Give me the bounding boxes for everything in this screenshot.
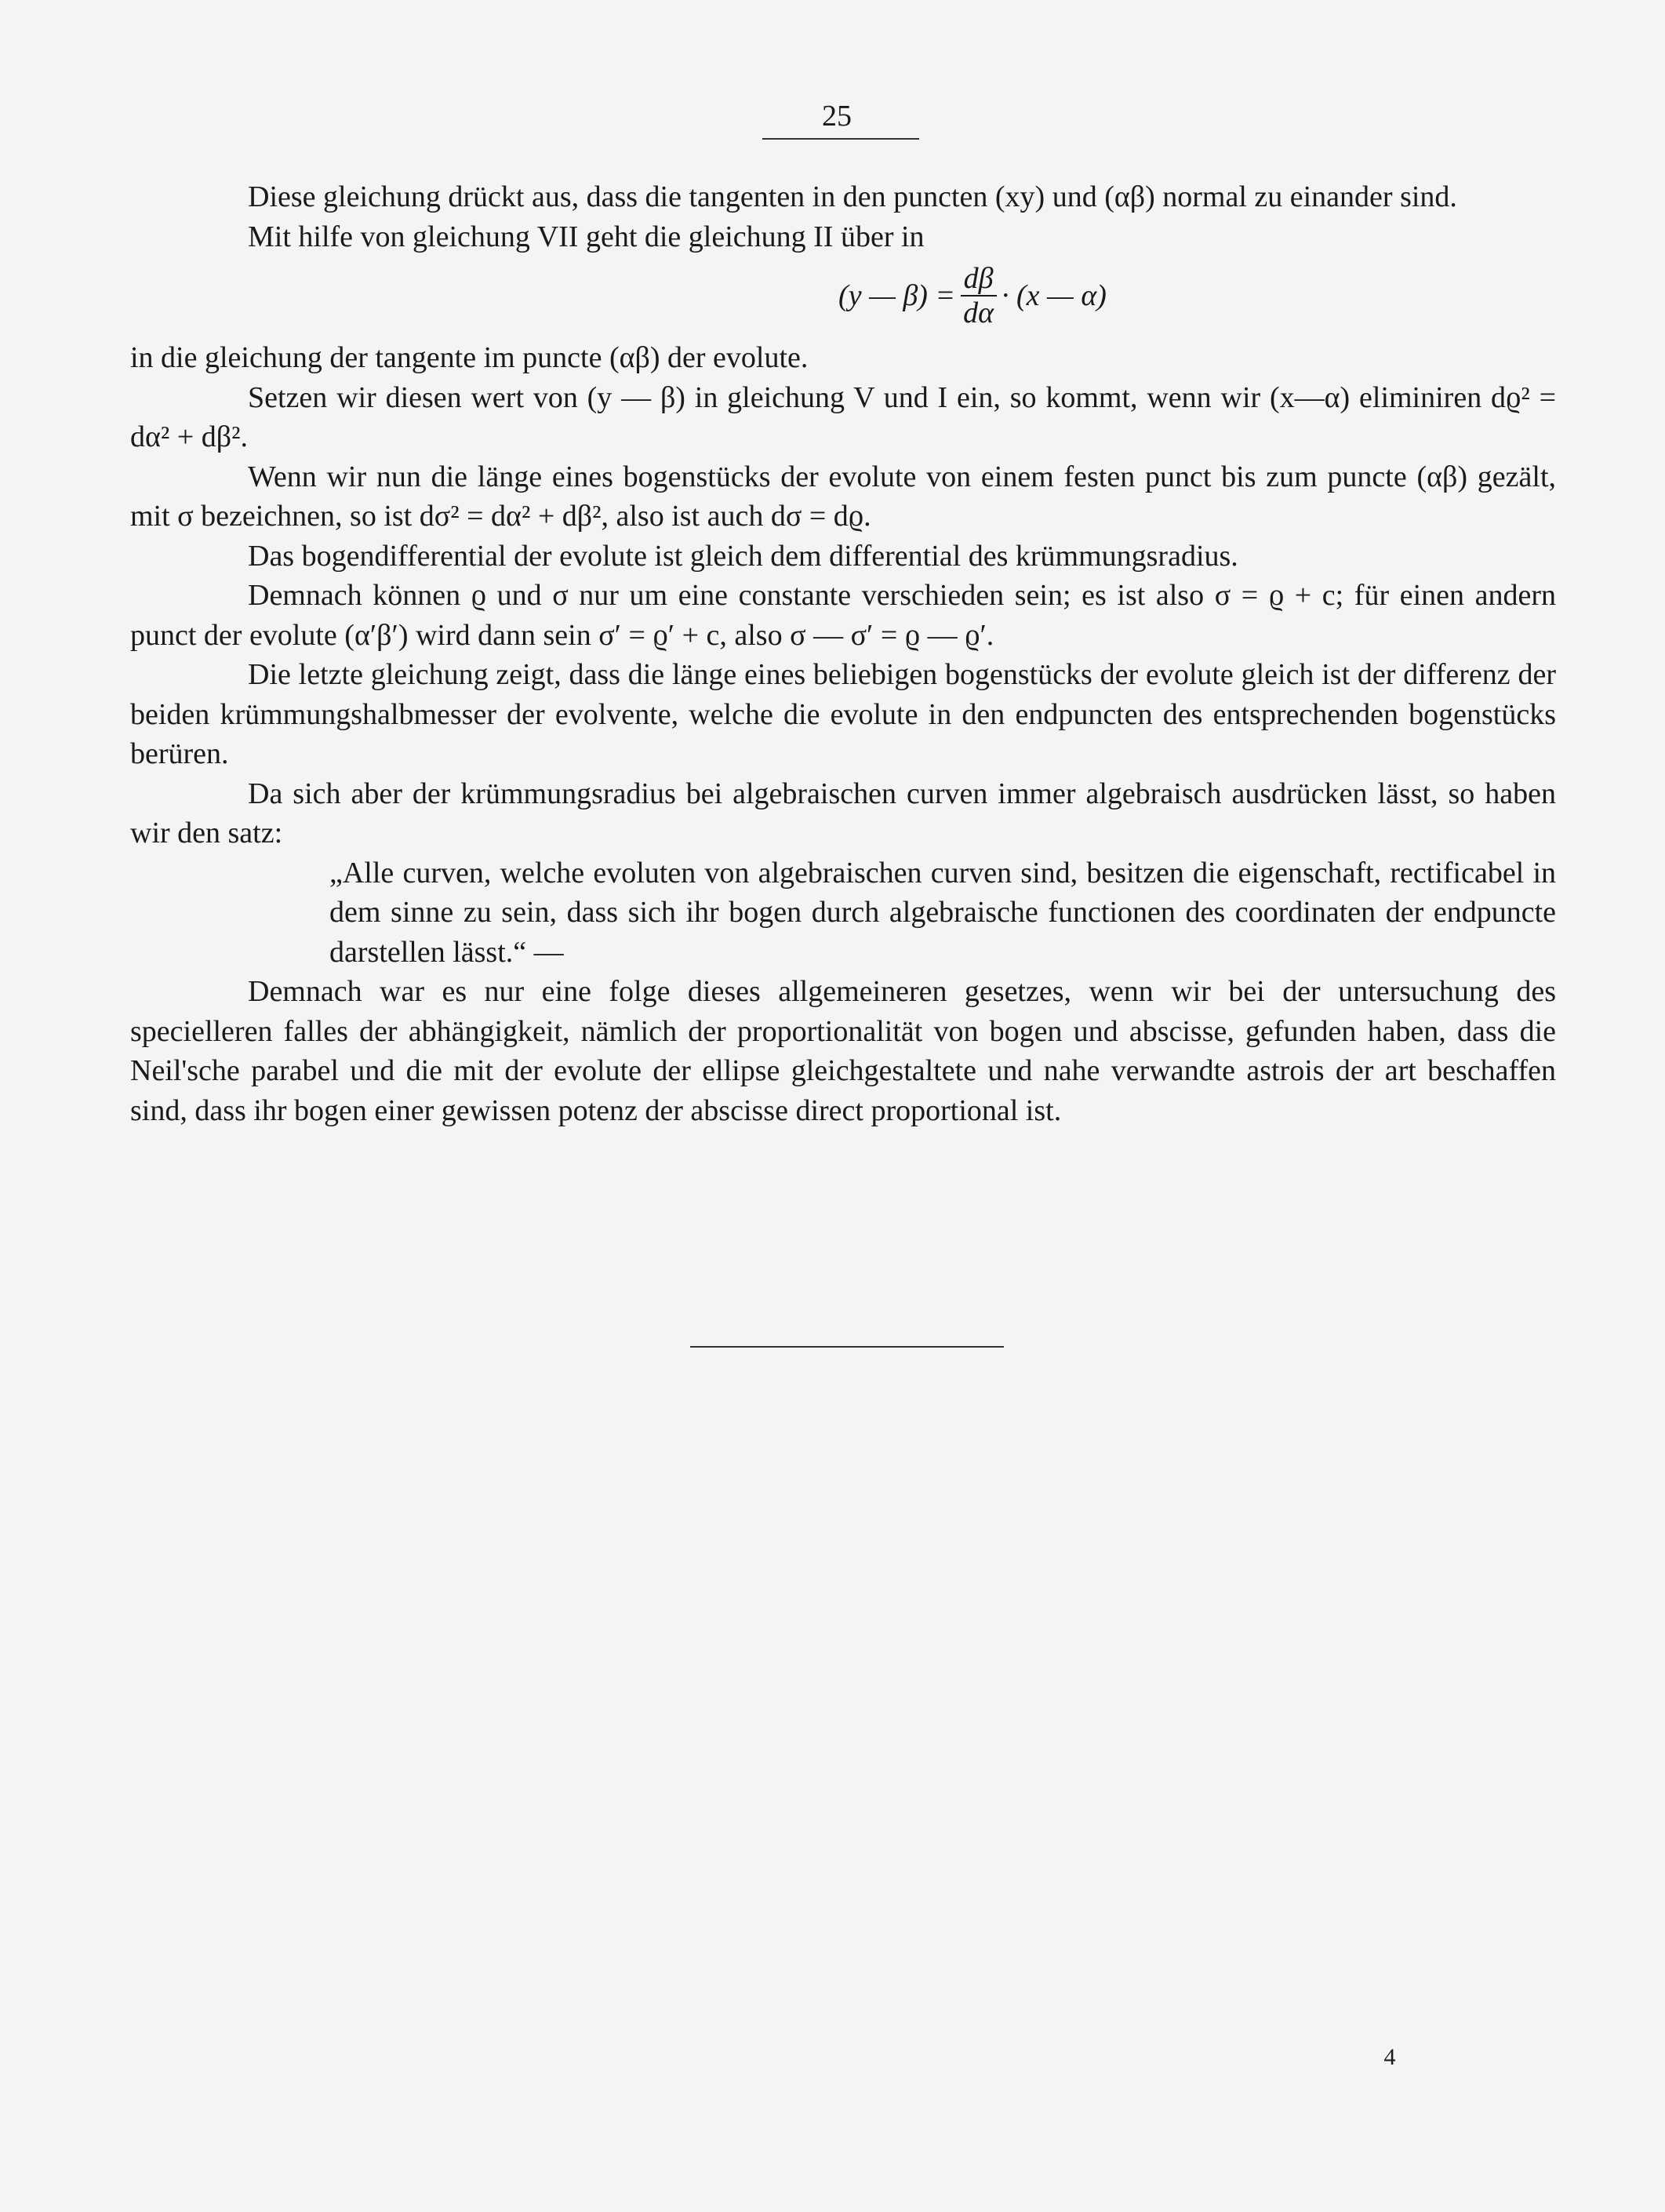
paragraph: Da sich aber der krümmungsradius bei algebraischen curven immer algebraisch ausdrücken lässt, so haben wir den satz:: [130, 777, 1556, 850]
closing-rule: [690, 1346, 1004, 1348]
paragraph: Wenn wir nun die länge eines bogenstücks der evolute von einem festen punct bis zum puncte (αβ) gezält, mit σ bezeichnen, so ist dσ² = dα² + dβ², also ist auch dσ = dϱ.: [130, 460, 1556, 533]
paragraph: Setzen wir diesen wert von (y — β) in gleichung V und I ein, so kommt, wenn wir (x—α) eliminiren dϱ² = dα² + dβ².: [130, 380, 1556, 453]
paragraph: Mit hilfe von gleichung VII geht die gleichung II über in: [248, 220, 925, 253]
paragraph: Die letzte gleichung zeigt, dass die länge eines beliebigen bogenstücks der evolute gleich ist der differenz der beiden krümmungshalbmesser der evolvente, welche die evolute in den endpuncten des entsprechenden bogenstücks berüren.: [130, 658, 1556, 770]
fraction-numerator: dβ: [961, 262, 997, 297]
paragraph: Das bogendifferential der evolute ist gleich dem differential des krümmungsradius.: [248, 539, 1238, 573]
signature-mark: 4: [1383, 2044, 1396, 2070]
fraction-denominator: dα: [963, 297, 994, 329]
page-number: 25: [822, 100, 852, 133]
paragraph: Diese gleichung drückt aus, dass die tangenten in den puncten (xy) und (αβ) normal zu einander sind.: [248, 180, 1457, 213]
header-rule: [762, 138, 919, 140]
paragraph: Demnach können ϱ und σ nur um eine constante verschieden sein; es ist also σ = ϱ + c; für einen andern punct der evolute (α′β′) wird dann sein σ′ = ϱ′ + c, also σ — σ′ = ϱ — ϱ′.: [130, 579, 1556, 652]
paragraph: in die gleichung der tangente im puncte (αβ) der evolute.: [130, 341, 809, 374]
equation-lhs: (y — β) =: [838, 278, 956, 312]
equation-fraction: [960, 262, 997, 329]
equation-rhs: · (x — α): [1002, 278, 1107, 312]
paragraph: Demnach war es nur eine folge dieses allgemeineren gesetzes, wenn wir bei der untersuchung des specielleren falles der abhängigkeit, nämlich der proportionalität von bogen und abscisse, gefunden haben, dass die Neil'sche parabel und die mit der evolute der ellipse gleichgestaltete und nahe verwandte astrois der art beschaffen sind, dass ihr bogen einer gewissen potenz der abscisse direct proportional ist.: [130, 975, 1556, 1127]
equation-tangent: [130, 258, 1556, 333]
body-text: [130, 177, 1556, 1130]
theorem-quote: „Alle curven, welche evoluten von algebraischen curven sind, besitzen die eigenschaft, rectificabel in dem sinne zu sein, dass sich ihr bogen durch algebraische functionen des coordinaten der endpuncte darstellen lässt.“ —: [329, 856, 1556, 969]
